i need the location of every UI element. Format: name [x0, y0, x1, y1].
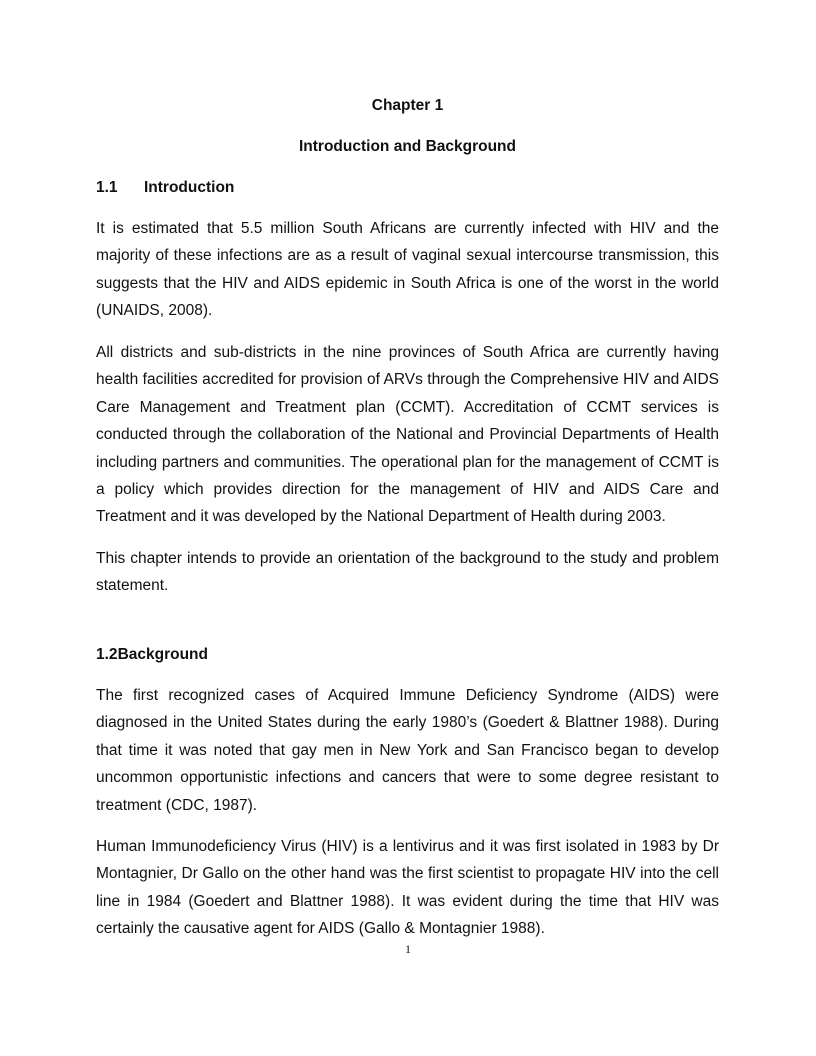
paragraph: All districts and sub-districts in the nine provinces of South Africa are currently having health facilities accredited for provision of ARVs through the Comprehensive HIV and AIDS Care Management and Treatment plan (CCMT). Accreditation of CCMT services is conducted through the collaboration of the National and Provincial Departments of Health including partners and communities. The operational plan for the management of CCMT is a policy which provides direction for the management of HIV and AIDS Care and Treatment and it was developed by the National Department of Health during 2003.: [96, 344, 719, 526]
chapter-label: Chapter 1: [371, 97, 444, 114]
section-heading-background: [96, 645, 208, 665]
page-number: 1: [405, 942, 411, 956]
paragraph: It is estimated that 5.5 million South Africans are currently infected with HIV and the majority of these infections are as a result of vaginal sexual intercourse transmission, this suggests that the HIV and AIDS epidemic in South Africa is one of the worst in the world (UNAIDS, 2008).: [96, 220, 719, 320]
paragraph: Human Immunodeficiency Virus (HIV) is a lentivirus and it was first isolated in 1983 by Dr Montagnier, Dr Gallo on the other hand was the first scientist to propagate HIV into the cell line in 1984 (Goedert and Blattner 1988). It was evident during the time that HIV was certainly the causative agent for AIDS (Gallo & Montagnier 1988).: [96, 838, 719, 938]
section-number: 1.2: [96, 646, 118, 663]
section-title: Introduction: [144, 179, 235, 196]
paragraph: This chapter intends to provide an orientation of the background to the study and problem statement.: [96, 550, 719, 595]
chapter-title: Introduction and Background: [299, 138, 516, 155]
paragraph: The first recognized cases of Acquired Immune Deficiency Syndrome (AIDS) were diagnosed in the United States during the early 1980’s (Goedert & Blattner 1988). During that time it was noted that gay men in New York and San Francisco began to develop uncommon opportunistic infections and cancers that were to some degree resistant to treatment (CDC, 1987).: [96, 687, 719, 814]
section-title: Background: [117, 646, 208, 663]
section-number: 1.1: [96, 179, 118, 196]
section-heading-introduction: [96, 178, 234, 198]
